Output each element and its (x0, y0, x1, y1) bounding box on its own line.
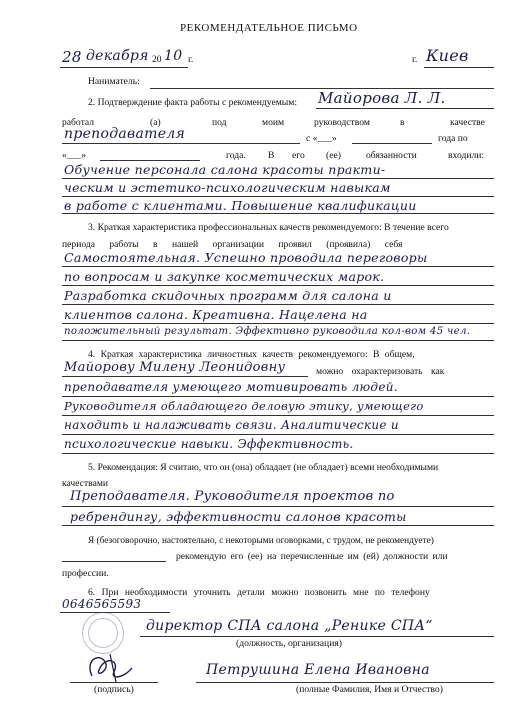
row2-word: работал (62, 117, 95, 128)
section3-line1: 3. Краткая характеристика профессиональных качеств рекомендуемого: В течение всего (88, 222, 449, 233)
section5-line2: качествами (62, 478, 109, 489)
prof-line: клиентов салона. Креативна. Нацелена на (64, 307, 368, 322)
stamp-inner (88, 618, 118, 648)
row4-word: обязанности (366, 150, 417, 161)
section5-line1: 5. Рекомендация: Я считаю, что он (она) обладает (не обладает) всеми необходимыми (88, 462, 439, 473)
date-year-suffix: г. (188, 54, 194, 65)
signer-position: директор СПА салона „Ренике СПА“ (146, 618, 433, 634)
city: Киев (426, 46, 469, 65)
recommended-name: Майорова Л. Л. (318, 89, 446, 107)
personal-line: преподавателя умеющего мотивировать людей. (64, 380, 398, 394)
row4-word: его (292, 150, 305, 161)
row4-word: входили: (448, 150, 485, 161)
section6-line1: 6. При необходимости уточнить детали можно позвонить мне по телефону (88, 587, 430, 598)
duties-line: Обучение персонала салона красоты практи- (64, 162, 386, 177)
row2-word: качестве (450, 117, 485, 128)
city-prefix: г. (412, 54, 418, 65)
section3-line2: периода работы в нашей организации проявил (проявила) себя (62, 239, 403, 250)
section5-line5: профессии. (62, 568, 109, 579)
row2-word: моим (262, 117, 285, 128)
duties-line: в работе с клиентами. Повышение квалификации (64, 198, 417, 213)
duties-line: ческим и эстетико-психологическим навыкам (64, 180, 391, 195)
date-month: декабря (86, 48, 149, 64)
year-to: года по (438, 133, 468, 144)
phone-hand: 0646565593 (62, 597, 142, 611)
personal-line: находить и налаживать связи. Аналитические и (64, 418, 399, 432)
prof-line: положительный результат. Эффективно руководила кол-вом 45 чел. (64, 326, 471, 337)
prof-line: по вопросам и закупке косметических марок. (64, 269, 385, 284)
position-caption: (должность, организация) (236, 638, 342, 649)
row2-word: под (212, 117, 227, 128)
date-year-prefix: 20 (152, 54, 162, 65)
row2-word: (а) (150, 117, 161, 128)
signature-caption: (подпись) (94, 684, 134, 695)
date-day: 28 (62, 48, 82, 66)
row4-word: года. (226, 150, 246, 161)
fio-caption: (полные Фамилия, Имя и Отчество) (296, 684, 443, 695)
from-label: с «___» (306, 133, 337, 144)
section4-line1: 4. Краткая характеристика личностных качеств рекомендуемого: В общем, (88, 349, 415, 360)
employer-label: Наниматель: (88, 76, 140, 87)
personal-line: Руководителя обладающего деловую этику, умеющего (64, 399, 424, 413)
row4-left: «___» (62, 150, 86, 161)
date-year: 10 (164, 48, 183, 64)
section5-line3: Я (безоговорочно, настоятельно, с некоторыми оговорками, с трудом, не рекомендуете) (88, 536, 434, 546)
section5-line4: рекомендую его (ее) на перечисленные им (ей) должности или (176, 551, 448, 562)
prof-line: Разработка скидочных программ для салона и (64, 288, 392, 303)
row2-word: руководством (314, 117, 370, 128)
row2-word: в (400, 117, 405, 128)
section4-can: можно охарактеризовать как (316, 366, 445, 377)
row4-word: В (268, 150, 275, 161)
personal-line: психологические навыки. Эффективность. (64, 437, 354, 451)
personal-name: Майорову Милену Леонидовну (64, 360, 286, 375)
page-title: РЕКОМЕНДАТЕЛЬНОЕ ПИСЬМО (180, 22, 358, 34)
position-hand: преподавателя (64, 126, 186, 142)
row4-word: (ее) (326, 150, 341, 161)
recommend-line: ребрендингу, эффективности салонов красоты (70, 509, 407, 524)
signer-fio: Петрушина Елена Ивановна (206, 662, 430, 678)
prof-line: Самостоятельная. Успешно проводила переговоры (64, 250, 428, 265)
section2-intro: 2. Подтверждение факта работы с рекомендуемым: (88, 97, 297, 108)
recommend-line: Преподавателя. Руководителя проектов по (70, 489, 395, 504)
